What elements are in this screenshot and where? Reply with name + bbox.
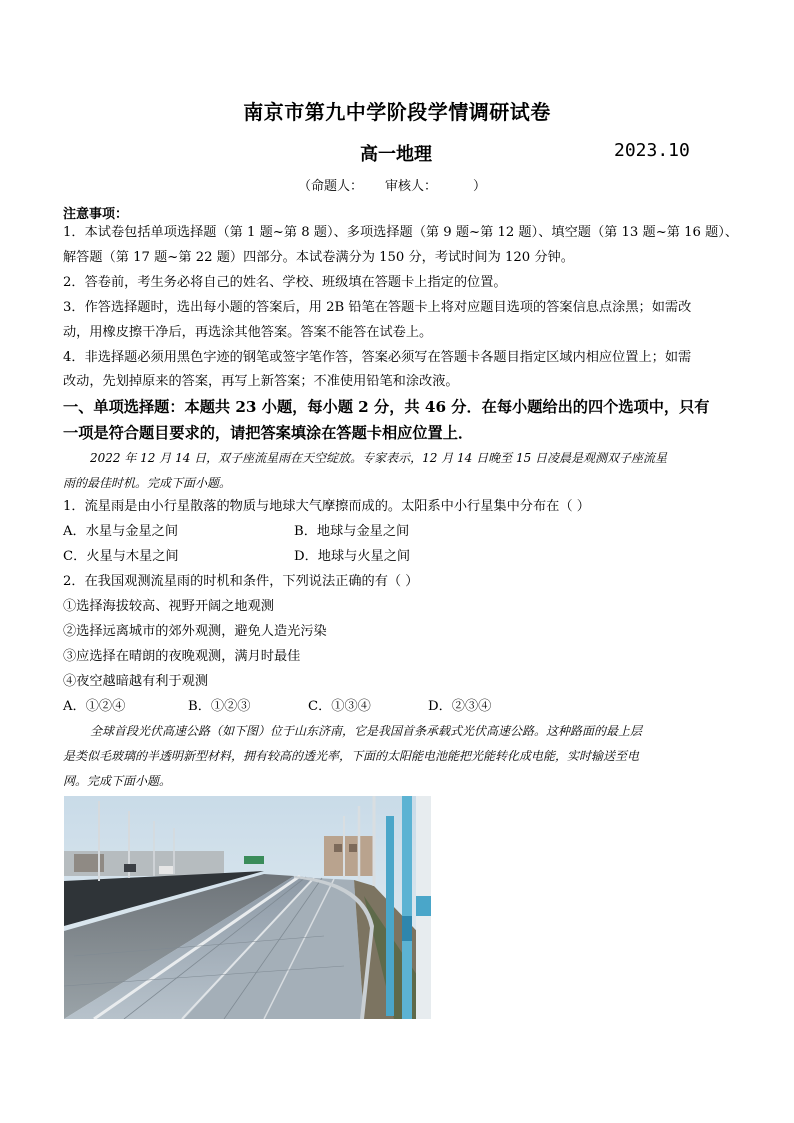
notice-line: 1．本试卷包括单项选择题（第 1 题~第 8 题）、多项选择题（第 9 题~第 12 题）、填空题（第 13 题~第 16 题）、 xyxy=(63,225,739,240)
question-1-option-c: C．火星与木星之间 xyxy=(63,549,179,564)
passage-line: 雨的最佳时机。完成下面小题。 xyxy=(63,476,232,490)
notice-line: 动，用橡皮擦干净后，再选涂其他答案。答案不能答在试卷上。 xyxy=(63,325,433,340)
question-2-option-a: A．①②④ xyxy=(63,699,126,714)
notice-heading: 注意事项： xyxy=(63,207,129,222)
question-2-option-c: C．①③④ xyxy=(308,699,371,714)
question-1-stem: 1．流星雨是由小行星散落的物质与地球大气摩擦而成的。太阳系中小行星集中分布在（ ） xyxy=(63,499,590,514)
question-2-item: ②选择远离城市的郊外观测，避免人造光污染 xyxy=(63,624,327,639)
notice-line: 3．作答选择题时，选出每小题的答案后，用 2B 铅笔在答题卡上将对应题目选项的答案信息点涂黑；如需改 xyxy=(63,300,692,315)
section-heading: 一项是符合题目要求的，请把答案填涂在答题卡相应位置上． xyxy=(63,424,474,442)
question-2-item: ④夜空越暗越有利于观测 xyxy=(63,674,209,689)
notice-line: 2．答卷前，考生务必将自己的姓名、学校、班级填在答题卡上指定的位置。 xyxy=(63,275,507,290)
solar-highway-photo xyxy=(64,796,431,1019)
author-label: （命题人： xyxy=(298,179,364,194)
notice-line: 解答题（第 17 题~第 22 题）四部分。本试卷满分为 150 分，考试时间为 120 分钟。 xyxy=(63,250,574,265)
passage-line: 2022 年 12 月 14 日，双子座流星雨在天空绽放。专家表示，12 月 14 日晚至 15 日凌晨是观测双子座流星 xyxy=(90,451,668,465)
question-2-option-d: D．②③④ xyxy=(428,699,492,714)
author-close-paren: ） xyxy=(473,179,487,194)
passage-line: 全球首段光伏高速公路（如下图）位于山东济南，它是我国首条承载式光伏高速公路。这种路面的最上层 xyxy=(90,724,643,738)
question-2-option-b: B．①②③ xyxy=(188,699,251,714)
author-line xyxy=(298,175,486,194)
question-2-stem: 2．在我国观测流星雨的时机和条件，下列说法正确的有（ ） xyxy=(63,574,419,589)
passage-line: 是类似毛玻璃的半透明新型材料，拥有较高的透光率，下面的太阳能电池能把光能转化成电能，实时输送至电 xyxy=(63,749,640,763)
question-1-option-d: D．地球与火星之间 xyxy=(294,549,411,564)
question-1-option-a: A．水星与金星之间 xyxy=(63,524,179,539)
exam-date: 2023.10 xyxy=(614,140,690,161)
reviewer-label: 审核人： xyxy=(385,179,438,194)
notice-line: 改动，先划掉原来的答案，再写上新答案；不准使用铅笔和涂改液。 xyxy=(63,374,459,389)
exam-title: 南京市第九中学阶段学情调研试卷 xyxy=(243,100,551,124)
question-2-item: ①选择海拔较高、视野开阔之地观测 xyxy=(63,599,274,614)
question-1-option-b: B．地球与金星之间 xyxy=(294,524,410,539)
exam-subject: 高一地理 xyxy=(360,144,432,165)
passage-line: 网。完成下面小题。 xyxy=(63,774,172,788)
section-heading: 一、单项选择题：本题共 23 小题，每小题 2 分，共 46 分．在每小题给出的四个选项中，只有 xyxy=(63,398,710,416)
notice-line: 4．非选择题必须用黑色字迹的钢笔或签字笔作答，答案必须写在答题卡各题目指定区域内相应位置上；如需 xyxy=(63,350,692,365)
question-2-item: ③应选择在晴朗的夜晚观测，满月时最佳 xyxy=(63,649,301,664)
